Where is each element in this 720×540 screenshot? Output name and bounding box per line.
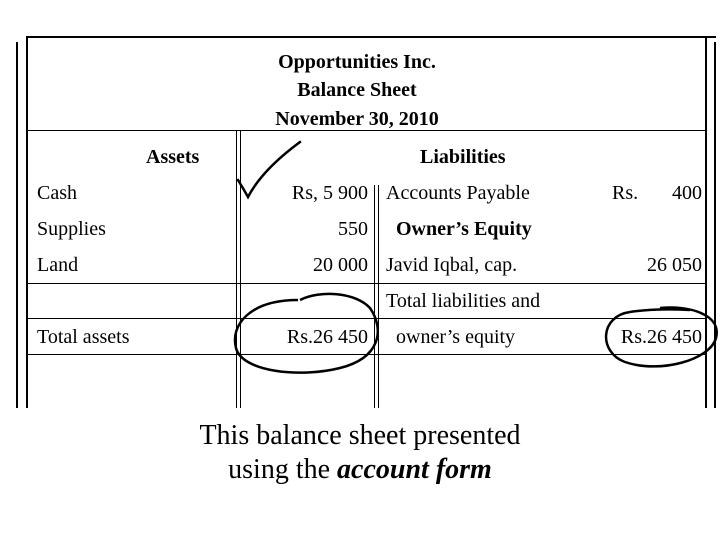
row-separator-3 [28, 354, 705, 355]
accounts-payable-value: 400 [672, 182, 702, 204]
land-label: Land [37, 254, 79, 276]
total-assets-value: Rs.26 450 [286, 326, 368, 348]
header-separator [28, 130, 705, 131]
company-name: Opportunities Inc. [278, 51, 436, 73]
statement-title: Balance Sheet [297, 79, 417, 101]
land-value: 20 000 [313, 254, 368, 276]
cash-label: Cash [37, 182, 77, 204]
row-separator-2 [28, 318, 705, 319]
total-assets-label: Total assets [37, 326, 130, 348]
owners-equity-heading: Owner’s Equity [396, 218, 532, 240]
caption-line2 [0, 456, 720, 484]
accounts-payable-label: Accounts Payable [386, 182, 530, 204]
capital-label: Javid Iqbal, cap. [386, 254, 518, 276]
cash-value: Rs, 5 900 [291, 182, 368, 204]
caption-line1: This balance sheet presented [199, 420, 521, 451]
liabilities-divider-1 [374, 185, 375, 408]
total-liabilities-label-line2: owner’s equity [396, 326, 516, 348]
row-separator-1 [28, 283, 705, 284]
checkmark-icon [238, 142, 300, 197]
center-divider-2 [240, 131, 241, 408]
liabilities-heading: Liabilities [420, 146, 506, 168]
center-divider-1 [236, 131, 237, 408]
caption-line2-prefix: using the [228, 454, 338, 485]
accounts-payable-currency: Rs. [612, 182, 639, 204]
capital-value: 26 050 [647, 254, 702, 276]
right-border-outer [714, 42, 716, 408]
caption-emphasis: account form [337, 454, 492, 485]
underline-annotation [630, 309, 690, 312]
top-border [26, 36, 716, 38]
liabilities-divider-2 [378, 185, 379, 408]
assets-heading: Assets [146, 146, 200, 168]
total-liabilities-value: Rs.26 450 [620, 326, 702, 348]
total-liabilities-label-line1: Total liabilities and [386, 290, 541, 312]
supplies-label: Supplies [37, 218, 106, 240]
statement-date: November 30, 2010 [275, 108, 439, 130]
supplies-value: 550 [338, 218, 368, 240]
